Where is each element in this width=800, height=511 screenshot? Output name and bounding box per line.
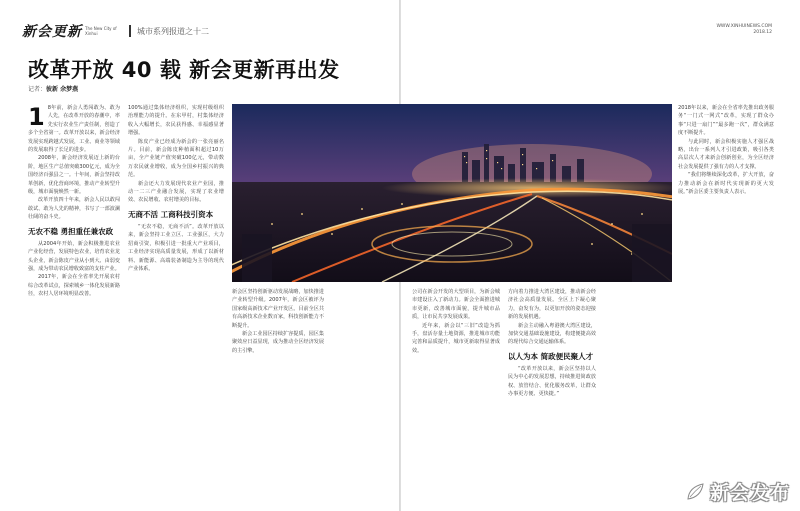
text-column-2 <box>128 104 224 504</box>
paragraph: 新会还大力发展现代农业产业园，推动一二三产业融合发展，实现了农业增效、农民增收、农村增美的目标。 <box>128 180 224 204</box>
issue-date: 2018.12 <box>753 30 772 35</box>
city-night-photo <box>232 104 672 282</box>
article-title: 改革开放 40 载 新会更新再出发 <box>28 58 340 82</box>
paragraph: 2008年，新会经济发展迈上新的台阶，地区生产总值突破300亿元，成为全国经济百强县之一。十年间，新会坚持改革创新，优化营商环境，推动产业转型升级，城市面貌焕然一新。 <box>28 155 120 196</box>
paragraph: 新会工业园区持续扩容提质，园区集聚效应日益显现，成为推动全区经济发展的主引擎。 <box>232 331 324 354</box>
section-heading: 无农不稳 勇担重任兼农政 <box>28 226 114 236</box>
drop-cap: 1 <box>28 104 45 131</box>
paragraph: 陈皮产业已经成为新会的一张亮丽名片。目前，新会陈皮种植面积超过10万亩，全产业链产值突破100亿元，带动数万农民就业增收，成为全国乡村振兴的典范。 <box>128 138 224 179</box>
text-column-1 <box>28 104 120 504</box>
leaf-logo-icon <box>685 481 707 503</box>
series-label: 城市系列报道之十二 <box>137 26 209 36</box>
page-header <box>22 20 209 42</box>
header-right <box>716 24 772 36</box>
paragraph: 近年来，新会以“三旧”改造为抓手，盘活存量土地资源，推进城市功能完善和品质提升，城市更新取得显著成效。 <box>412 322 500 354</box>
byline <box>28 84 78 93</box>
masthead-subtitle: The New City of Xinhui <box>85 26 117 36</box>
paragraph: 2018年以来，新会在全省率先推出政务服务“一门式一网式”改革，实现了群众办事“只进一扇门”“最多跑一次”，群众满意度不断提升。 <box>678 105 774 137</box>
paragraph: 改革开放四十年来，新会人民以敢闯敢试、敢为人先的精神，书写了一部波澜壮阔的奋斗史。 <box>28 197 120 221</box>
night-city-illustration <box>232 104 672 282</box>
paragraph: 从2004年开始，新会积极推进农业产业化经营，发展特色农业，培育农业龙头企业，新会陈皮产业从小到大、由弱变强，成为带动农民增收致富的支柱产业。 <box>28 240 120 272</box>
watermark <box>685 478 790 505</box>
paragraph: 与此同时，新会积极实施人才强区战略，出台一系列人才引进政策，吸引各类高层次人才来新会创新创业，为全区经济社会发展提供了强有力的人才支撑。 <box>678 138 774 170</box>
paragraph: 新会区坚持创新驱动发展战略，加快推进产业转型升级。2007年，新会区被评为国家级高新技术产业开发区。目前全区共有高新技术企业数百家，科技创新能力不断提升。 <box>232 289 324 329</box>
website-text: WWW.XINHUINEWS.COM <box>716 24 772 29</box>
byline-names: 彼新 余梦燕 <box>46 86 79 93</box>
paragraph: 2017年，新会在全省率先开展农村综合改革试点，探索城乡一体化发展新路径，农村人居环境明显改善。 <box>28 274 120 298</box>
paragraph: “改革开放以来，新会区坚持以人民为中心的发展思想，持续推进简政放权、放管结合、优化服务改革，让群众办事更方便、更快捷。” <box>508 365 596 398</box>
watermark-text: 新会发布 <box>709 482 790 504</box>
paragraph: 方向着力推进大湾区建设，推动新会经济社会高质量发展。全区上下凝心聚力，奋发有为，以更加开放的姿态迎接新的发展机遇。 <box>508 289 596 321</box>
paragraph <box>28 104 120 154</box>
text-column-5 <box>508 288 596 506</box>
masthead-logo: 新会更新 <box>22 24 82 40</box>
section-heading: 以人为本 简政便民聚人才 <box>508 351 594 361</box>
paragraph: 新会主动融入粤港澳大湾区建设，加快交通基础设施建设，构建便捷高效的现代综合交通运输体系。 <box>508 322 596 346</box>
section-heading: 无商不活 工商科技引资本 <box>128 209 214 219</box>
paragraph: 公司在新会开发的大型项目，为新会城市建设注入了新动力。新会全面推进城市更新，改善城市面貌，提升城市品质，让市民共享发展成果。 <box>412 289 500 321</box>
byline-label: 记者： <box>28 86 47 93</box>
header-divider <box>129 25 131 37</box>
paragraph: 100%通过集体经济组织，实现村级组织治理能力的提升。在东甲村，村集体经济收入大幅增长，农民获得感、幸福感显著增强。 <box>128 105 224 137</box>
paragraph: “我们将继续深化改革，扩大开放，奋力推动新会在新时代实现新的更大发展。”新会区委主要负责人表示。 <box>678 172 774 196</box>
text-column-6 <box>678 104 774 474</box>
paragraph: “无农不稳，无商不活”。改革开放以来，新会坚持工业立区、工业强区，大力招商引资，积极引进一批重大产业项目，工业经济实现高质量发展，形成了以新材料、新能源、高端装备制造为主导的现代产业体系。 <box>128 223 224 272</box>
text-column-3 <box>232 288 324 506</box>
paragraph-text: 8年前，新会人勇闯敢为、敢为人先，在改革开放的春潮中，率先实行农业生产责任制，创造了多个全省第一。改革开放以来，新会经济发展实现跨越式发展，工业、商业等领域的发展取得了长足的进步。 <box>28 105 120 154</box>
text-column-4 <box>412 288 500 506</box>
